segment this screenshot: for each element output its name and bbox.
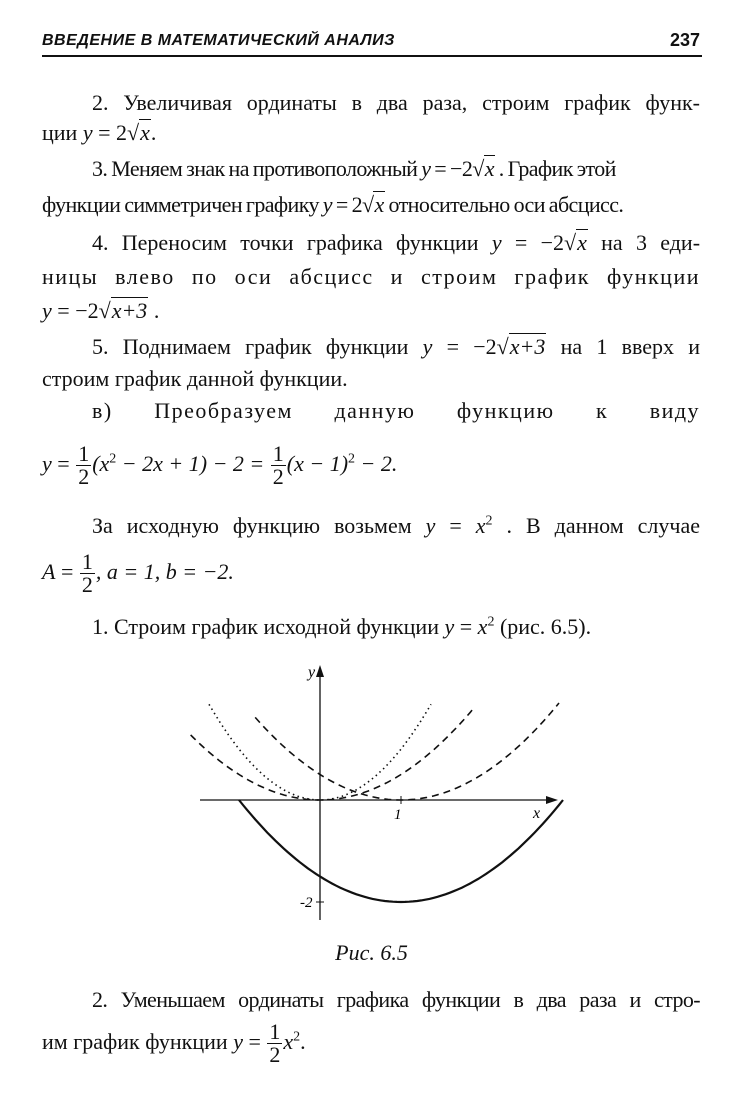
formula-y-2sqrtx-b: y = 2√x bbox=[322, 192, 384, 217]
paragraph-step-2-halve: 2. Уменьшаем ординаты графика функции в два раза и стро- bbox=[92, 987, 700, 1012]
paragraph-step-1-graph: 1. Строим график исходной функции $y = x^2$ (рис. 6.5). bbox=[92, 614, 592, 639]
y-axis bbox=[316, 665, 324, 920]
text-block-bottom bbox=[42, 985, 700, 1015]
final-formula-line: им график функции y = $\frac{1}{2}$ $x^2$. bbox=[42, 1019, 306, 1068]
formula-transform: y = $\frac{1}{2}$ $(x^2 - 2x + 1) - 2$ = $\frac{1}{2}$ $(x - 1)^2 - 2$. bbox=[42, 441, 398, 490]
y-axis-label: y bbox=[308, 664, 316, 681]
formula-y-x2: $y = x^2$ bbox=[425, 513, 493, 538]
paragraph-step-5-cont: строим график данной функции. bbox=[42, 366, 348, 391]
params-line bbox=[42, 548, 700, 596]
paragraph-step-3: 3. Меняем знак на противоположный y = −2√x . График этой bbox=[92, 156, 616, 181]
paragraph-step-2-cont: ции y = 2√x. bbox=[42, 120, 157, 145]
paragraph-step-2: 2. Увеличивая ординаты в два раза, строим график функ- bbox=[92, 90, 700, 115]
figure-caption: Рис. 6.5 bbox=[335, 940, 408, 965]
formula-y-half-x2: y = $\frac{1}{2}$ $x^2$. bbox=[233, 1019, 306, 1068]
x-axis bbox=[200, 796, 558, 804]
paragraph-step-4-formula bbox=[42, 296, 700, 326]
figure-6-5 bbox=[190, 655, 570, 925]
paragraph-step-4-cont: ницы влево по оси абсцисс и строим график функции bbox=[42, 264, 700, 289]
formula-y-minus2sqrt-xp3-b: y = −2√x+3 bbox=[422, 334, 546, 359]
page-number: 237 bbox=[669, 30, 700, 50]
text-block-mid bbox=[42, 511, 700, 541]
x-axis-arrow bbox=[546, 796, 558, 804]
curve-y-half-x2 bbox=[190, 708, 474, 800]
running-header bbox=[42, 28, 702, 56]
header-rule bbox=[42, 55, 702, 57]
formula-params: A = $\frac{1}{2}$ , a = 1, b = −2. bbox=[42, 549, 234, 598]
formula-y-x2-b: $y = x^2$ bbox=[444, 614, 495, 639]
tick-label-x-1: 1 bbox=[394, 807, 402, 823]
paragraph-step-4: 4. Переносим точки графика функции y = −2√x на 3 еди- bbox=[92, 230, 701, 255]
paragraph-step-5: 5. Поднимаем график функции y = −2√x+3 на 1 вверх и bbox=[92, 334, 701, 359]
running-title: ВВЕДЕНИЕ В МАТЕМАТИЧЕСКИЙ АНАЛИЗ bbox=[42, 32, 395, 49]
text-block-top bbox=[42, 88, 700, 426]
formula-y-2sqrtx: y = 2√x. bbox=[82, 120, 157, 145]
formula-y-minus2sqrtx-b: y = −2√x bbox=[491, 230, 587, 255]
formula-y-minus2sqrt-xp3: y = −2√x+3 . bbox=[42, 298, 160, 323]
formula-y-minus2sqrtx: y = −2√x bbox=[421, 156, 494, 181]
curve-y-half-x-minus-1-sq bbox=[255, 703, 559, 800]
formula-transform-line bbox=[42, 440, 700, 488]
text-block-step1 bbox=[42, 612, 700, 642]
y-axis-arrow bbox=[316, 665, 324, 677]
tick-label-y-minus2: -2 bbox=[300, 895, 313, 911]
x-axis-label: x bbox=[533, 805, 541, 822]
paragraph-part-v: в) Преобразуем данную функцию к виду bbox=[92, 398, 701, 423]
paragraph-base-function: За исходную функцию возьмем $y = x^2$ . В данном случае bbox=[92, 513, 700, 538]
paragraph-step-3-cont: функции симметричен графику y = 2√x относительно оси абсцисс. bbox=[42, 192, 624, 217]
